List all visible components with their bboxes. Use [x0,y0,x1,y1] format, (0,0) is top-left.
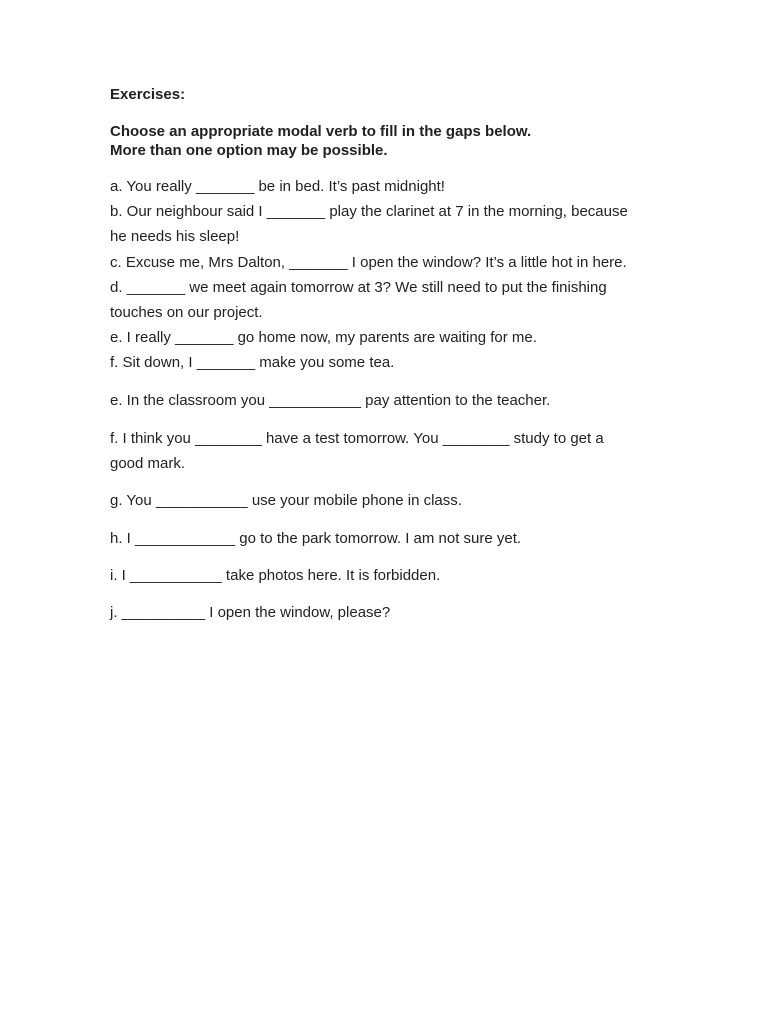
exercises-heading: Exercises: [110,86,186,103]
exercise-i-text: i. I ___________ take photos here. It is forbidden. [110,567,441,584]
exercise-b: b. Our neighbour said I _______ play the clarinet at 7 in the morning, because [110,203,628,221]
exercise-c: c. Excuse me, Mrs Dalton, _______ I open the window? It’s a little hot in here. [110,253,627,271]
exercise-f2 [110,426,658,476]
exercise-h-text: h. I ____________ go to the park tomorrow. I am not sure yet. [110,530,522,547]
exercise-f2-line-1: f. I think you ________ have a test tomorrow. You ________ study to get a [110,430,604,447]
instruction-line-1: Choose an appropriate modal verb to fill in the gaps below. [110,123,532,140]
exercise-e: e. I really _______ go home now, my parents are waiting for me. [110,329,537,347]
exercise-d-continued: touches on our project. [110,304,263,322]
exercise-f2-line-2: good mark. [110,455,186,473]
exercise-group-a-f [110,174,658,376]
instructions [110,122,531,160]
exercise-a: a. You really _______ be in bed. It’s past midnight! [110,178,445,195]
exercise-b-continued: he needs his sleep! [110,228,240,246]
exercise-e2 [110,388,658,413]
exercise-g [110,488,658,513]
exercise-j [110,600,658,625]
exercise-g-text: g. You ___________ use your mobile phone in class. [110,492,462,509]
exercise-i [110,563,658,588]
exercise-d: d. _______ we meet again tomorrow at 3? We still need to put the finishing [110,278,607,296]
exercise-h [110,526,658,551]
exercise-e2-text: e. In the classroom you ___________ pay attention to the teacher. [110,392,551,409]
exercise-j-text: j. __________ I open the window, please? [110,604,391,621]
instruction-line-2: More than one option may be possible. [110,142,388,159]
exercise-f: f. Sit down, I _______ make you some tea. [110,354,395,372]
